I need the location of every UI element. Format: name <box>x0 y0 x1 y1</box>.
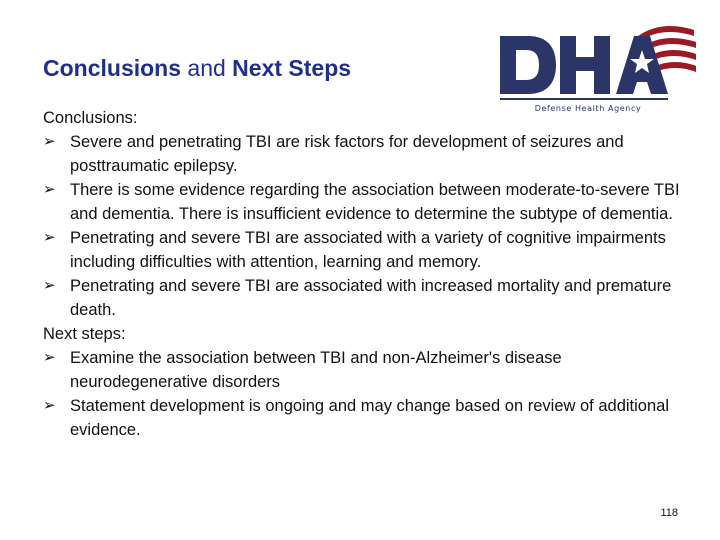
arrow-bullet-icon: ➢ <box>43 181 56 198</box>
next-step-text: Statement development is ongoing and may change based on review of additional evidence. <box>70 397 669 439</box>
title-next-steps: Next Steps <box>232 55 352 81</box>
slide-body <box>43 106 693 442</box>
logo-tagline: Defense Health Agency <box>534 104 642 113</box>
next-steps-heading: Next steps: <box>43 325 126 343</box>
logo-letter-d <box>500 36 556 94</box>
conclusions-heading: Conclusions: <box>43 109 138 127</box>
conclusion-text: Penetrating and severe TBI are associated with a variety of cognitive impairments including difficulties with attention, learning and memory. <box>70 229 666 271</box>
conclusion-text: Severe and penetrating TBI are risk factors for development of seizures and posttraumatic epilepsy. <box>70 133 624 175</box>
dha-logo-graphic <box>498 22 698 114</box>
page-number: 118 <box>660 507 678 519</box>
conclusion-item <box>43 130 693 178</box>
slide-title <box>43 52 351 84</box>
next-step-item <box>43 346 693 394</box>
logo-letter-h <box>560 36 610 94</box>
arrow-bullet-icon: ➢ <box>43 133 56 150</box>
arrow-bullet-icon: ➢ <box>43 397 56 414</box>
logo-rule <box>500 98 668 100</box>
dha-logo <box>498 22 698 114</box>
conclusion-item <box>43 274 693 322</box>
arrow-bullet-icon: ➢ <box>43 349 56 366</box>
conclusion-text: Penetrating and severe TBI are associated with increased mortality and premature death. <box>70 277 672 319</box>
next-step-text: Examine the association between TBI and non-Alzheimer's disease neurodegenerative disorders <box>70 349 562 391</box>
next-step-item <box>43 394 693 442</box>
conclusion-item <box>43 226 693 274</box>
conclusion-text: There is some evidence regarding the association between moderate-to-severe TBI and dementia. There is insufficient evidence to determine the subtype of dementia. <box>70 181 680 223</box>
title-conclusions: Conclusions <box>43 55 182 81</box>
conclusion-item <box>43 178 693 226</box>
arrow-bullet-icon: ➢ <box>43 277 56 294</box>
arrow-bullet-icon: ➢ <box>43 229 56 246</box>
title-and: and <box>187 55 226 81</box>
